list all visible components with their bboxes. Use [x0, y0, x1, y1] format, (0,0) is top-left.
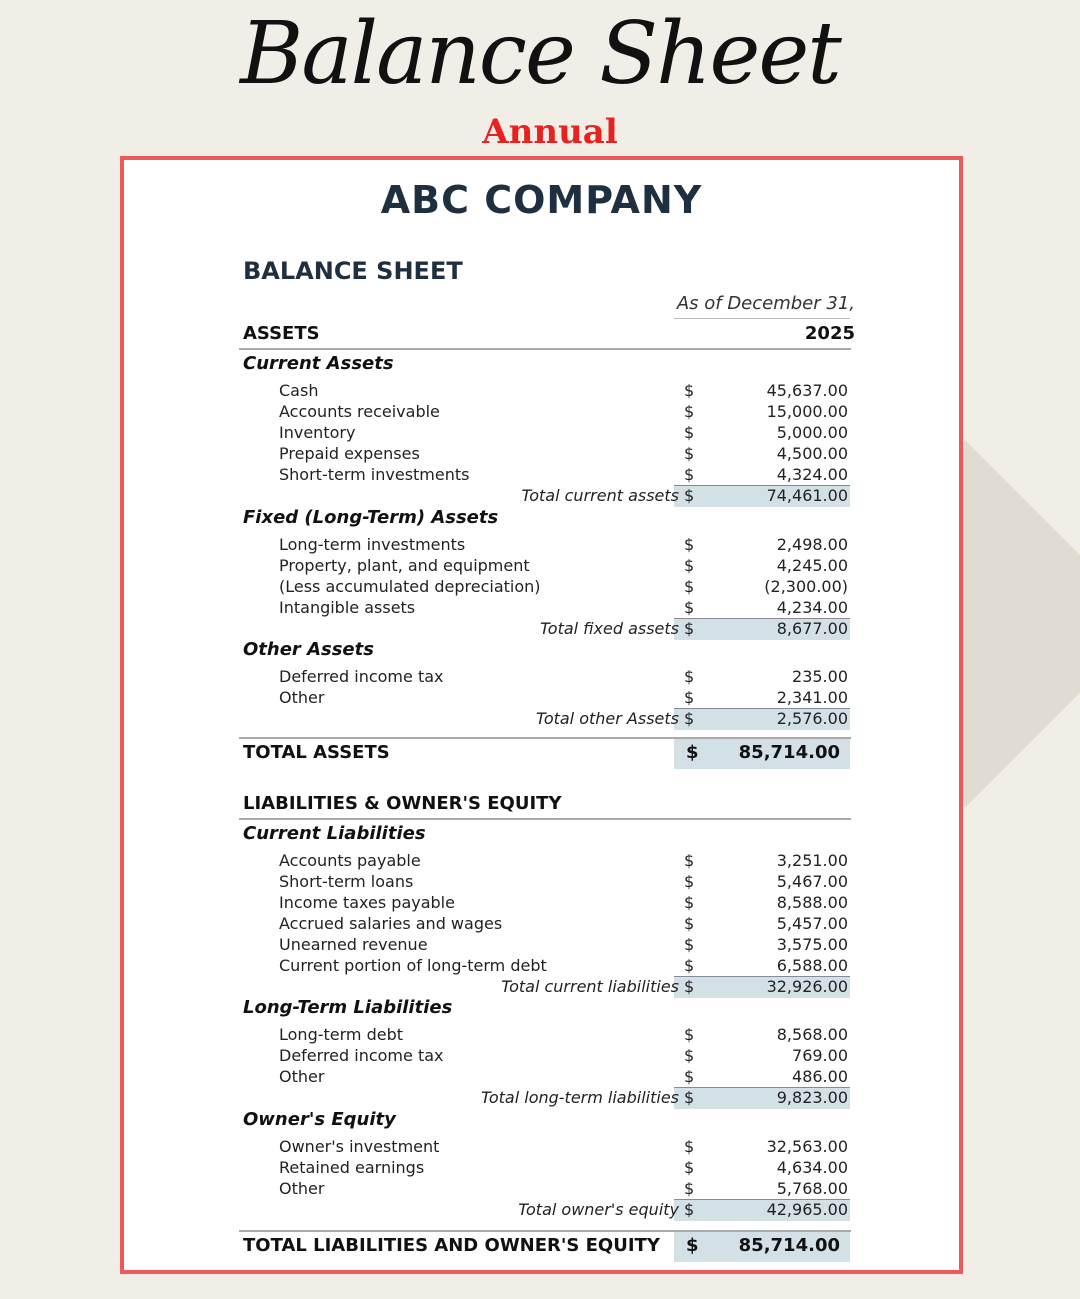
long-term-liability-amount: 8,568.00	[776, 1025, 848, 1044]
current-liability-amount: 5,457.00	[776, 914, 848, 933]
fixed-asset-amount: (2,300.00)	[764, 577, 848, 596]
currency-symbol: $	[684, 619, 695, 638]
current-liability-label: Accrued salaries and wages	[279, 914, 503, 933]
equity-label: Retained earnings	[279, 1158, 425, 1177]
current-asset-amount: 15,000.00	[766, 402, 848, 421]
fixed-asset-label: (Less accumulated depreciation)	[279, 577, 541, 596]
long-term-liability-total-label: Total long-term liabilities	[481, 1088, 679, 1107]
equity-label: Other	[279, 1179, 325, 1198]
current-liability-amount: 8,588.00	[776, 893, 848, 912]
currency-symbol: $	[684, 486, 695, 505]
equity-total-label: Total owner's equity	[518, 1200, 679, 1219]
equity-amount: 5,768.00	[776, 1179, 848, 1198]
long-term-liability-amount: 486.00	[792, 1067, 848, 1086]
current-liability-label: Unearned revenue	[279, 935, 428, 954]
currency-symbol: $	[684, 577, 695, 596]
currency-symbol: $	[684, 851, 695, 870]
fixed-assets-heading: Fixed (Long-Term) Assets	[243, 507, 499, 528]
other-asset-label: Deferred income tax	[279, 667, 444, 686]
currency-symbol: $	[684, 1088, 695, 1107]
other-asset-total-label: Total other Assets	[536, 709, 679, 728]
currency-symbol: $	[684, 688, 695, 707]
currency-symbol: $	[684, 872, 695, 891]
currency-symbol: $	[684, 598, 695, 617]
current-liability-label: Short-term loans	[279, 872, 414, 891]
liabilities-heading: LIABILITIES & OWNER'S EQUITY	[243, 793, 562, 814]
fixed-asset-label: Intangible assets	[279, 598, 416, 617]
current-liability-amount: 3,251.00	[776, 851, 848, 870]
current-asset-label: Short-term investments	[279, 465, 470, 484]
other-asset-amount: 2,341.00	[776, 688, 848, 707]
fixed-asset-amount: 4,245.00	[776, 556, 848, 575]
sheet-title: BALANCE SHEET	[243, 257, 463, 285]
equity-amount: 4,634.00	[776, 1158, 848, 1177]
currency-symbol: $	[686, 742, 699, 763]
currency-symbol: $	[684, 1067, 695, 1086]
balance-sheet-card	[120, 156, 963, 1274]
current-asset-amount: 4,500.00	[776, 444, 848, 463]
currency-symbol: $	[684, 381, 695, 400]
fixed-asset-label: Property, plant, and equipment	[279, 556, 530, 575]
current-liability-amount: 6,588.00	[776, 956, 848, 975]
currency-symbol: $	[684, 1179, 695, 1198]
fixed-asset-amount: 4,234.00	[776, 598, 848, 617]
current-liabilities-heading: Current Liabilities	[243, 823, 426, 844]
currency-symbol: $	[684, 1025, 695, 1044]
as-of-divider	[674, 318, 850, 319]
fixed-asset-total-label: Total fixed assets	[539, 619, 679, 638]
script-title: Balance Sheet	[240, 4, 840, 104]
current-asset-total-value: 74,461.00	[766, 486, 848, 505]
owners-equity-heading: Owner's Equity	[243, 1109, 396, 1130]
long-term-liability-total-value: 9,823.00	[776, 1088, 848, 1107]
annual-subtitle: Annual	[482, 112, 618, 152]
liabilities-divider	[239, 818, 851, 820]
fixed-asset-amount: 2,498.00	[776, 535, 848, 554]
long-term-liability-label: Deferred income tax	[279, 1046, 444, 1065]
currency-symbol: $	[684, 444, 695, 463]
assets-divider	[239, 348, 851, 350]
current-liability-amount: 5,467.00	[776, 872, 848, 891]
currency-symbol: $	[684, 465, 695, 484]
current-liability-label: Income taxes payable	[279, 893, 455, 912]
currency-symbol: $	[684, 535, 695, 554]
long-term-liability-label: Long-term debt	[279, 1025, 404, 1044]
long-term-liability-label: Other	[279, 1067, 325, 1086]
fixed-asset-total-value: 8,677.00	[776, 619, 848, 638]
current-liability-total-value: 32,926.00	[766, 977, 848, 996]
current-liability-label: Current portion of long-term debt	[279, 956, 547, 975]
equity-label: Owner's investment	[279, 1137, 440, 1156]
long-term-liabilities-heading: Long-Term Liabilities	[243, 997, 453, 1018]
currency-symbol: $	[684, 914, 695, 933]
equity-total-value: 42,965.00	[766, 1200, 848, 1219]
current-asset-label: Prepaid expenses	[279, 444, 420, 463]
fixed-asset-label: Long-term investments	[279, 535, 466, 554]
other-asset-amount: 235.00	[792, 667, 848, 686]
currency-symbol: $	[684, 935, 695, 954]
company-name: ABC COMPANY	[380, 178, 703, 222]
total-liabilities-equity-label: TOTAL LIABILITIES AND OWNER'S EQUITY	[243, 1235, 660, 1256]
currency-symbol: $	[684, 423, 695, 442]
currency-symbol: $	[684, 709, 695, 728]
current-asset-amount: 45,637.00	[766, 381, 848, 400]
currency-symbol: $	[684, 1046, 695, 1065]
currency-symbol: $	[684, 1200, 695, 1219]
other-asset-total-value: 2,576.00	[776, 709, 848, 728]
currency-symbol: $	[684, 1137, 695, 1156]
long-term-liability-amount: 769.00	[792, 1046, 848, 1065]
current-asset-label: Inventory	[279, 423, 356, 442]
other-asset-label: Other	[279, 688, 325, 707]
currency-symbol: $	[684, 893, 695, 912]
current-asset-total-label: Total current assets	[521, 486, 679, 505]
equity-amount: 32,563.00	[766, 1137, 848, 1156]
current-liability-total-label: Total current liabilities	[501, 977, 679, 996]
current-assets-heading: Current Assets	[243, 353, 394, 374]
current-asset-amount: 4,324.00	[776, 465, 848, 484]
current-asset-amount: 5,000.00	[776, 423, 848, 442]
total-assets-label: TOTAL ASSETS	[243, 742, 390, 763]
currency-symbol: $	[684, 977, 695, 996]
currency-symbol: $	[684, 956, 695, 975]
total-liabilities-equity-value: 85,714.00	[738, 1235, 840, 1256]
as-of-label: As of December 31,	[676, 293, 855, 314]
current-asset-label: Accounts receivable	[279, 402, 440, 421]
current-asset-label: Cash	[279, 381, 319, 400]
year-label: 2025	[804, 323, 855, 344]
currency-symbol: $	[686, 1235, 699, 1256]
total-assets-box	[674, 737, 850, 769]
other-assets-heading: Other Assets	[243, 639, 374, 660]
assets-heading: ASSETS	[243, 323, 320, 344]
currency-symbol: $	[684, 402, 695, 421]
currency-symbol: $	[684, 1158, 695, 1177]
total-assets-value: 85,714.00	[738, 742, 840, 763]
currency-symbol: $	[684, 556, 695, 575]
current-liability-label: Accounts payable	[279, 851, 421, 870]
total-liabilities-equity-box	[674, 1230, 850, 1262]
currency-symbol: $	[684, 667, 695, 686]
current-liability-amount: 3,575.00	[776, 935, 848, 954]
